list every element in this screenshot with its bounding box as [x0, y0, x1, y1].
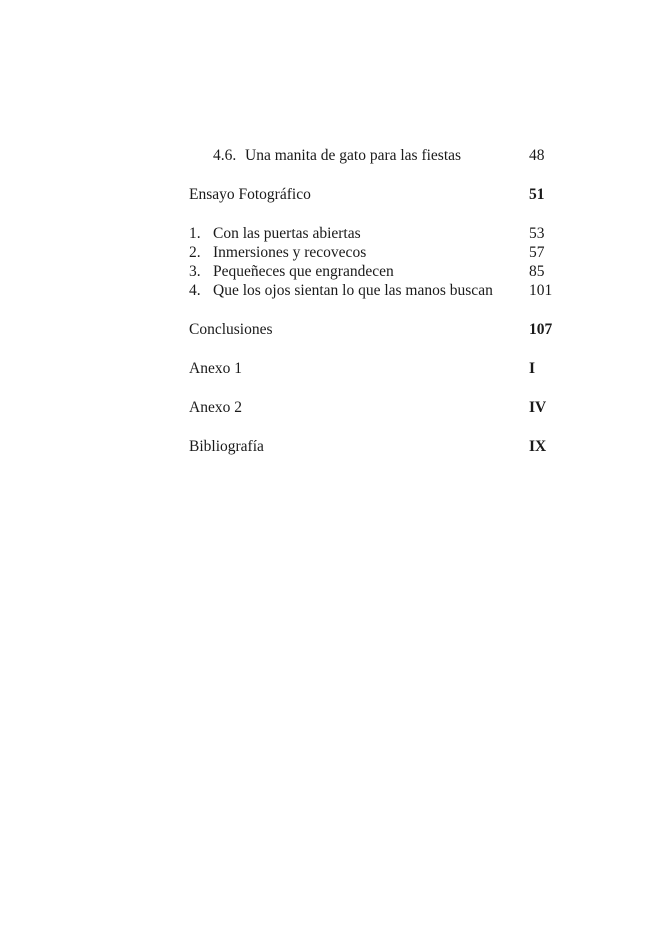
toc-entry-page: 51	[529, 186, 545, 203]
toc-entry-number: 1.	[189, 225, 201, 242]
toc-entry-page: 48	[529, 147, 545, 164]
toc-entry-title: Anexo 2	[189, 399, 242, 416]
toc-entry-page: I	[529, 360, 536, 377]
toc-entry-item	[189, 243, 559, 262]
toc-entry-item	[189, 281, 559, 300]
toc-entry-subsection	[189, 146, 559, 165]
toc-entry-title: Conclusiones	[189, 321, 273, 338]
toc-entry-title: Con las puertas abiertas	[213, 225, 361, 242]
table-of-contents	[189, 146, 559, 456]
toc-entry-title: Anexo 1	[189, 360, 242, 377]
toc-entry-title: Que los ojos sientan lo que las manos buscan	[213, 282, 493, 299]
toc-entry-page: 53	[529, 225, 545, 242]
toc-entry-bibliography	[189, 437, 559, 456]
toc-entry-annex-1	[189, 359, 559, 378]
toc-entry-item	[189, 262, 559, 281]
toc-entry-number: 4.	[189, 282, 201, 299]
toc-entry-page: 85	[529, 263, 545, 280]
toc-entry-number: 3.	[189, 263, 201, 280]
toc-entry-number: 2.	[189, 244, 201, 261]
toc-entry-page: 57	[529, 244, 545, 261]
toc-entry-page: IV	[529, 399, 547, 416]
toc-entry-title: Pequeñeces que engrandecen	[213, 263, 394, 280]
toc-entry-number: 4.6.	[213, 147, 237, 164]
toc-entry-title: Inmersiones y recovecos	[213, 244, 367, 261]
toc-entry-title: Una manita de gato para las fiestas	[245, 147, 462, 164]
toc-entry-conclusions	[189, 320, 559, 339]
toc-entry-page: 101	[529, 282, 553, 299]
toc-entry-page: IX	[529, 438, 547, 455]
toc-entry-title: Ensayo Fotográfico	[189, 186, 311, 203]
toc-entry-annex-2	[189, 398, 559, 417]
toc-entry-title: Bibliografía	[189, 438, 264, 455]
toc-entry-item	[189, 224, 559, 243]
toc-entry-page: 107	[529, 321, 553, 338]
toc-entry-essay	[189, 185, 559, 204]
